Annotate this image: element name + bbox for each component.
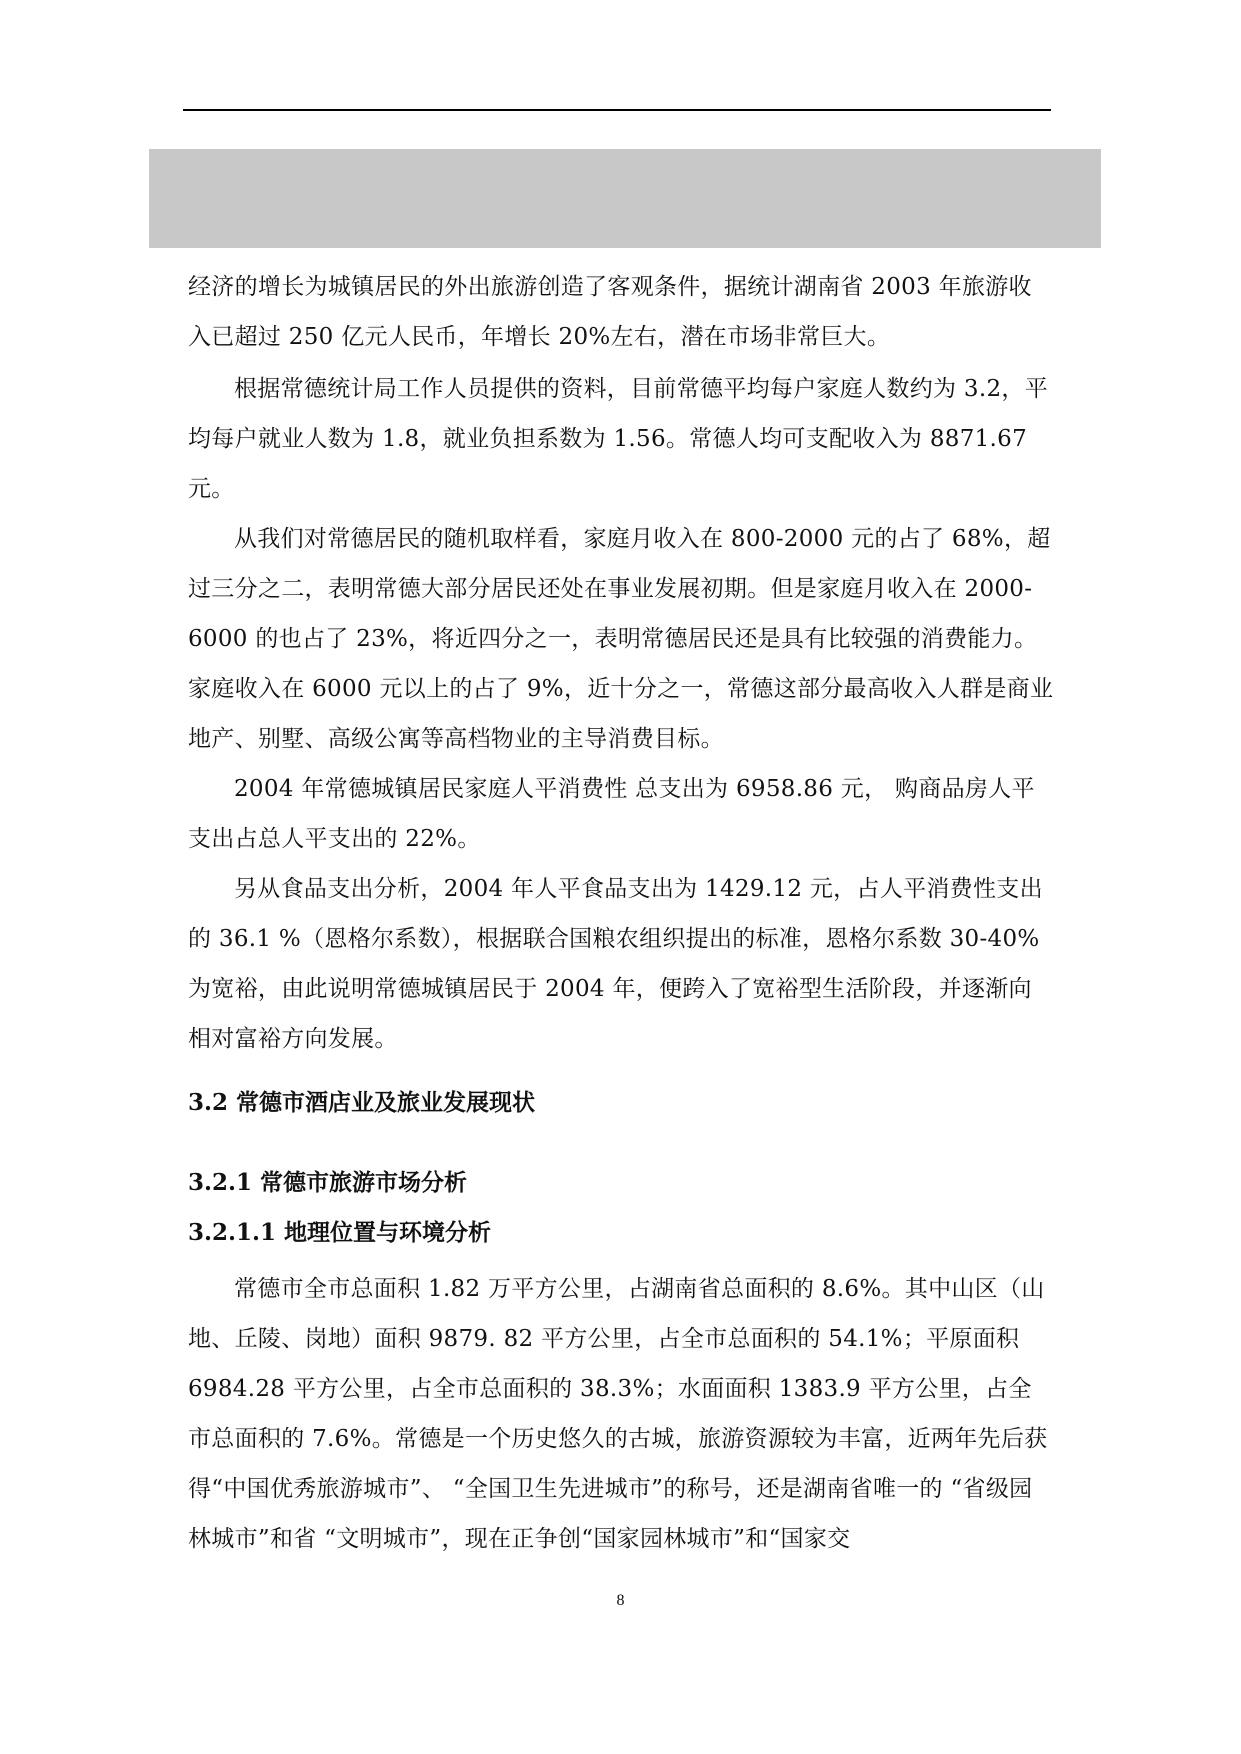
paragraph-engel-coefficient: 另从食品支出分析，2004 年人平食品支出为 1429.12 元，占人平消费性支出的 36.1 %（恩格尔系数），根据联合国粮农组织提出的标准，恩格尔系数 30-40%为宽裕，由此说明常德城镇居民于 2004 年，便跨入了宽裕型生活阶段，并逐渐向相对富裕方向发展。 (188, 876, 1043, 1052)
gray-banner (149, 149, 1101, 248)
header-rule (183, 109, 1051, 111)
paragraph-consumption-2004: 2004 年常德城镇居民家庭人平消费性 总支出为 6958.86 元， 购商品房人平支出占总人平支出的 22%。 (188, 776, 1035, 852)
page-number: 8 (616, 1592, 625, 1609)
paragraph-income-distribution: 从我们对常德居民的随机取样看，家庭月收入在 800-2000 元的占了 68%，超过三分之二，表明常德大部分居民还处在事业发展初期。但是家庭月收入在 2000-6000 的也占了 23%，将近四分之一，表明常德居民还是具有比较强的消费能力。家庭收入在 6000 元以上的占了 9%，近十分之一，常德这部分最高收入人群是商业地产、别墅、高级公寓等高档物业的主导消费目标。 (188, 526, 1054, 752)
paragraph-geography: 常德市全市总面积 1.82 万平方公里，占湖南省总面积的 8.6%。其中山区（山地、丘陵、岗地）面积 9879. 82 平方公里，占全市总面积的 54.1%；平原面积 6984.28 平方公里，占全市总面积的 38.3%；水面面积 1383.9 平方公里，占全市总面积的 7.6%。常德是一个历史悠久的古城，旅游资源较为丰富，近两年先后获得“中国优秀旅游城市”、 “全国卫生先进城市”的称号，还是湖南省唯一的 “省级园林城市”和省 “文明城市”，现在正争创“国家园林城市”和“国家交 (188, 1276, 1048, 1552)
section-heading-3-2: 3.2 常德市酒店业及旅业发展现状 (188, 1089, 536, 1116)
paragraph-household-stats: 根据常德统计局工作人员提供的资料，目前常德平均每户家庭人数约为 3.2，平均每户就业人数为 1.8，就业负担系数为 1.56。常德人均可支配收入为 8871.67 元。 (188, 376, 1048, 502)
section-heading-3-2-1: 3.2.1 常德市旅游市场分析 (188, 1169, 468, 1196)
section-heading-3-2-1-1: 3.2.1.1 地理位置与环境分析 (188, 1219, 492, 1246)
paragraph-tourism-income: 经济的增长为城镇居民的外出旅游创造了客观条件，据统计湖南省 2003 年旅游收入已超过 250 亿元人民币，年增长 20%左右，潜在市场非常巨大。 (188, 274, 1032, 350)
